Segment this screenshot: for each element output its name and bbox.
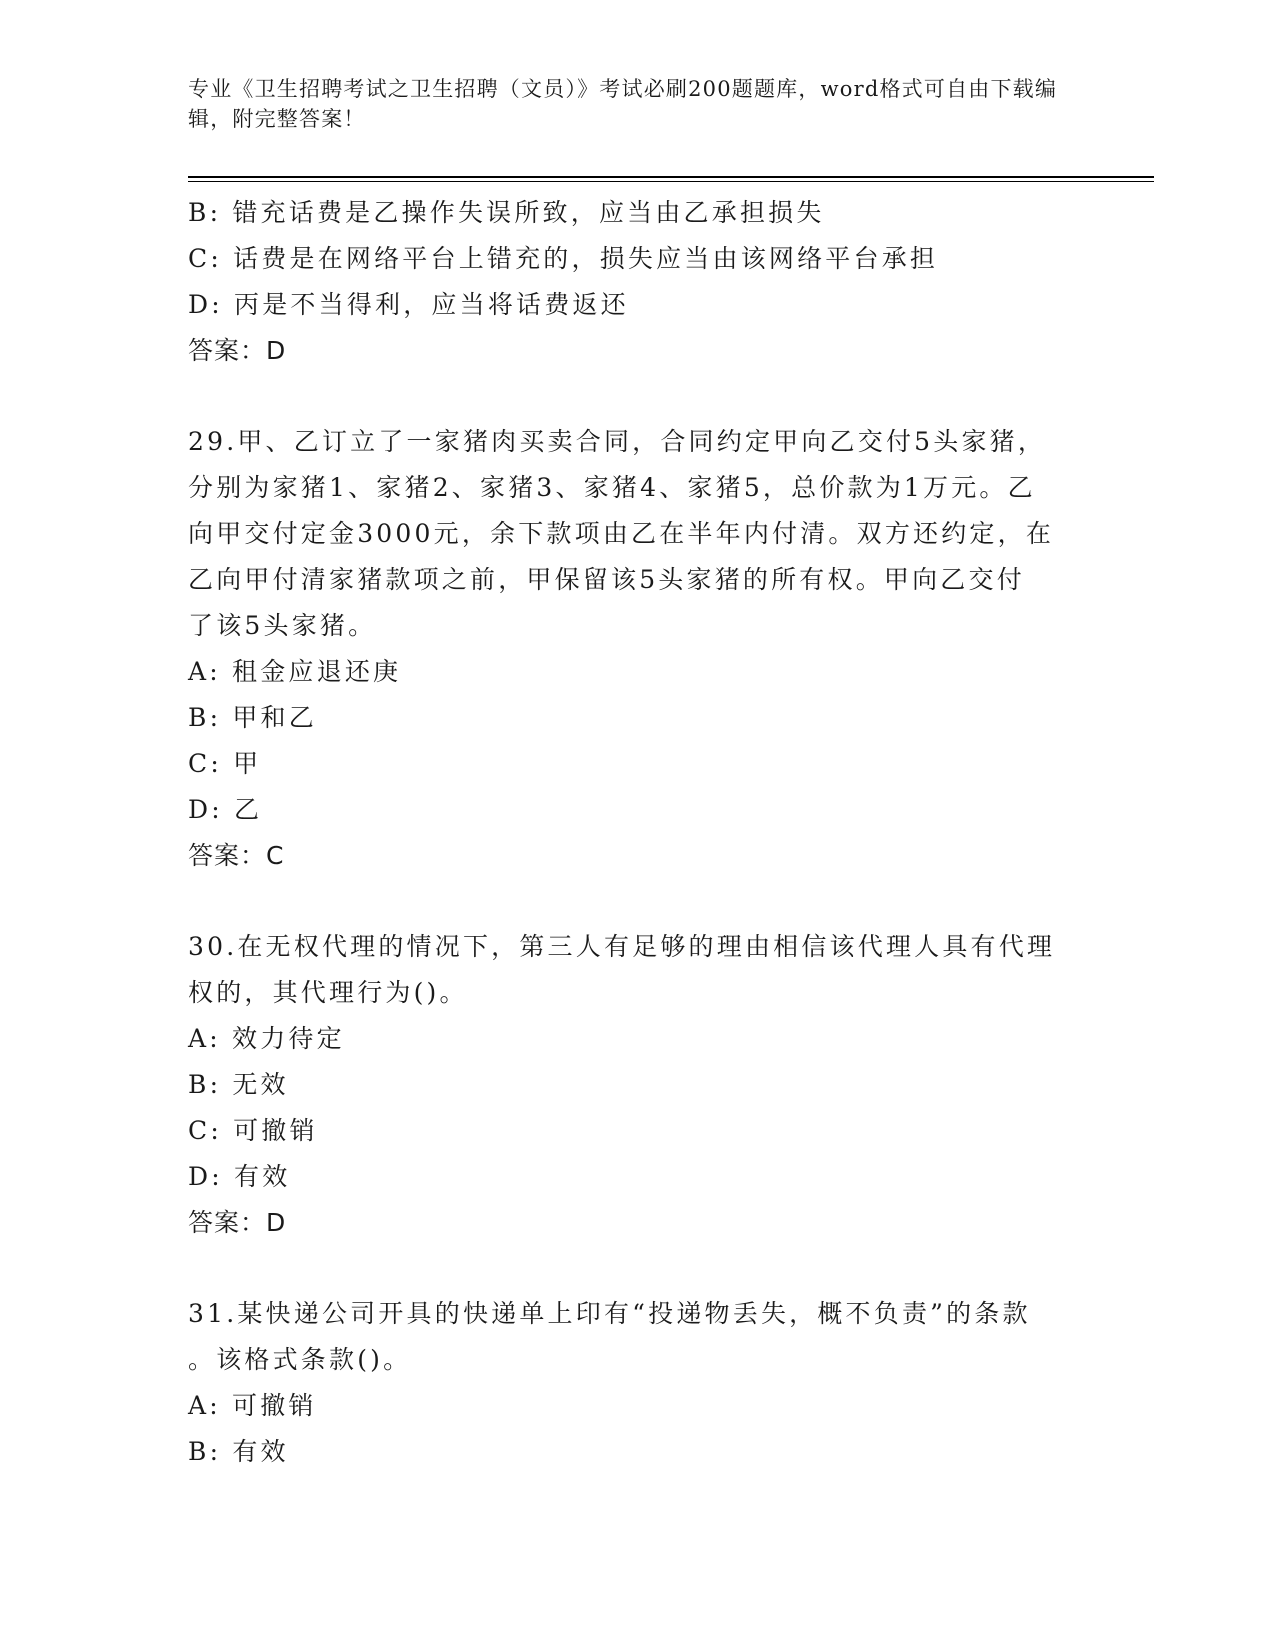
- option-b: B: 有效: [188, 1437, 289, 1466]
- question-28-tail: [188, 190, 1088, 374]
- question-stem-line: 乙向甲付清家猪款项之前，甲保留该5头家猪的所有权。甲向乙交付: [188, 565, 1025, 594]
- question-stem-line: 29.甲、乙订立了一家猪肉买卖合同，合同约定甲向乙交付5头家猪，: [188, 427, 1047, 456]
- document-header: [188, 74, 1068, 134]
- option-c: C: 可撤销: [188, 1116, 318, 1145]
- question-29: [188, 419, 1088, 879]
- question-31: [188, 1291, 1088, 1475]
- question-stem-line: 向甲交付定金3000元，余下款项由乙在半年内付清。双方还约定，在: [188, 519, 1055, 548]
- question-stem-line: 31.某快递公司开具的快递单上印有“投递物丢失，概不负责”的条款: [188, 1299, 1031, 1328]
- option-a: A: 可撤销: [188, 1391, 317, 1420]
- header-rule-thick: [188, 176, 1154, 178]
- answer: 答案：D: [188, 336, 287, 365]
- question-content: [188, 190, 1088, 1475]
- question-stem-line: 权的，其代理行为()。: [188, 978, 468, 1007]
- option-c: C: 话费是在网络平台上错充的，损失应当由该网络平台承担: [188, 244, 939, 273]
- option-c: C: 甲: [188, 749, 262, 778]
- option-d: D: 乙: [188, 795, 263, 824]
- option-b: B: 错充话费是乙操作失误所致，应当由乙承担损失: [188, 198, 825, 227]
- option-a: A: 租金应退还庚: [188, 657, 402, 686]
- question-stem-line: 分别为家猪1、家猪2、家猪3、家猪4、家猪5，总价款为1万元。乙: [188, 473, 1036, 502]
- option-b: B: 甲和乙: [188, 703, 317, 732]
- question-30: [188, 924, 1088, 1246]
- question-stem-line: 30.在无权代理的情况下，第三人有足够的理由相信该代理人具有代理: [188, 932, 1056, 961]
- option-d: D: 有效: [188, 1162, 291, 1191]
- option-a: A: 效力待定: [188, 1024, 345, 1053]
- option-d: D: 丙是不当得利，应当将话费返还: [188, 290, 629, 319]
- answer: 答案：D: [188, 1208, 287, 1237]
- header-rule-thin: [188, 181, 1154, 182]
- header-text: 专业《卫生招聘考试之卫生招聘（文员）》考试必刷200题题库，word格式可自由下载编辑，附完整答案！: [188, 77, 1058, 131]
- question-stem-line: 了该5头家猪。: [188, 611, 377, 640]
- question-stem-line: 。该格式条款()。: [188, 1345, 412, 1374]
- option-b: B: 无效: [188, 1070, 289, 1099]
- answer: 答案：C: [188, 841, 285, 870]
